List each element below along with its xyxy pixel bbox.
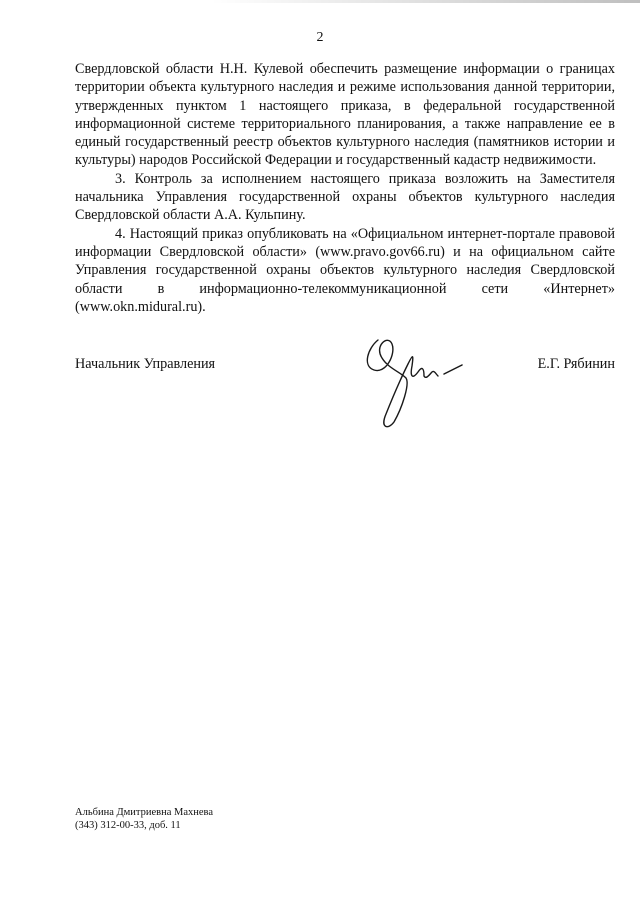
executor-phone: (343) 312-00-33, доб. 11 [75, 820, 181, 831]
paragraph-item-4: 4. Настоящий приказ опубликовать на «Официальном интернет-портале правовой информации Свердловской области» (www.pravo.gov66.ru) и на официальном сайте Управления государственной охраны объектов культурного наследия Свердловской области в информационно-телекоммуникационной сети «Интернет» (www.okn.midural.ru). [75, 225, 615, 315]
page-number: 2 [316, 30, 324, 45]
executor-block [75, 806, 213, 832]
signatory-title: Начальник Управления [75, 356, 216, 372]
document-body [75, 60, 615, 316]
handwritten-signature [340, 318, 480, 438]
paragraph-continuation: Свердловской области Н.Н. Кулевой обеспечить размещение информации о границах территории объекта культурного наследия и режиме использования данной территории, утвержденных пунктом 1 настоящего приказа, в федеральной государственной информационной системе территориального планирования, а также направление ее в единый государственный реестр объектов культурного наследия (памятников истории и культуры) народов Российской Федерации и государственный кадастр недвижимости. [75, 61, 615, 169]
executor-name: Альбина Дмитриевна Махнева [75, 807, 214, 818]
scan-edge-shadow [210, 0, 640, 3]
signatory-name: Е.Г. Рябинин [537, 356, 615, 372]
paragraph-item-3: 3. Контроль за исполнением настоящего приказа возложить на Заместителя начальника Управления государственной охраны объектов культурного наследия Свердловской области А.А. Кульпину. [75, 170, 615, 224]
